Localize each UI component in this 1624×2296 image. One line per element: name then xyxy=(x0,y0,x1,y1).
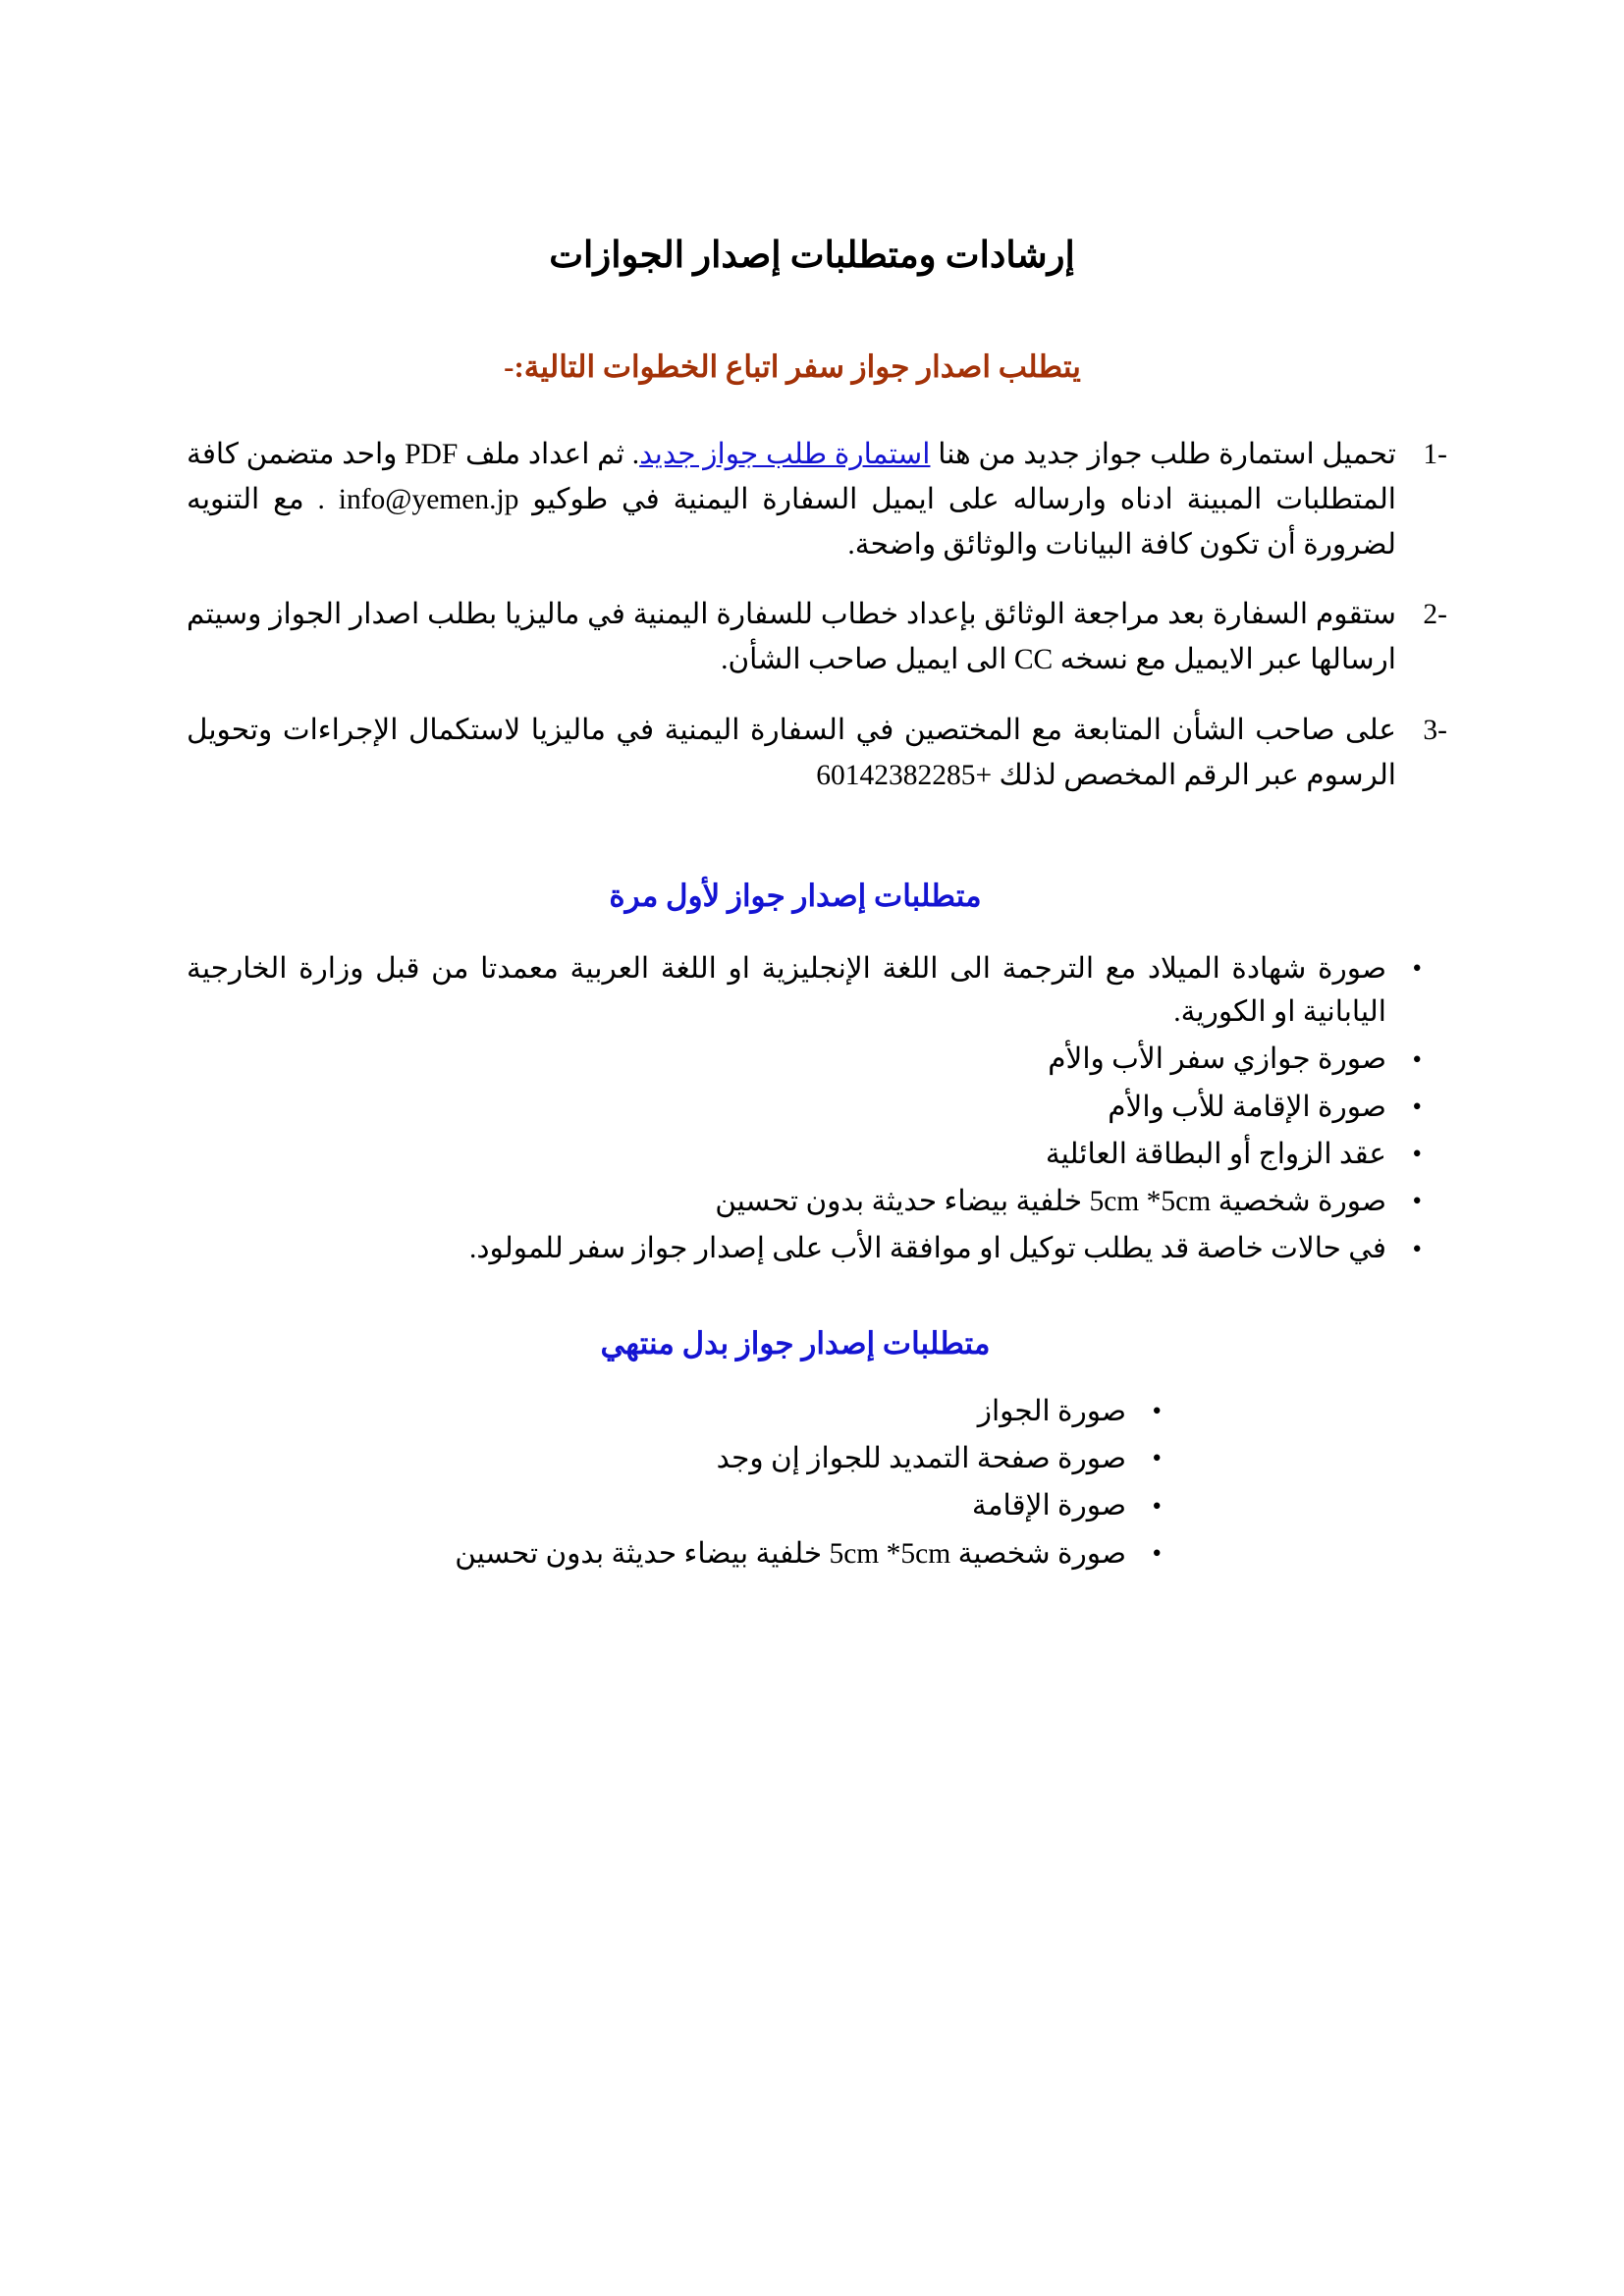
list-item xyxy=(437,1437,1187,1480)
list-item xyxy=(177,1133,1447,1176)
section-heading-replacement-passport: متطلبات إصدار جواز بدل منتهي xyxy=(600,1325,991,1361)
step-number: 3- xyxy=(1423,714,1447,746)
bullet-icon: • xyxy=(1152,1537,1162,1568)
list-item xyxy=(177,947,1447,1035)
list-item-label: صورة الإقامة xyxy=(971,1490,1126,1522)
list-item-label: صورة الإقامة للأب والأم xyxy=(1108,1091,1386,1123)
first-time-requirements-list xyxy=(177,947,1447,1271)
bullet-icon: • xyxy=(1152,1396,1162,1426)
page-title: إرشادات ومتطلبات إصدار الجوازات xyxy=(549,236,1075,276)
step-number: 2- xyxy=(1423,599,1447,631)
list-item xyxy=(177,1227,1447,1270)
step-item-3 xyxy=(177,709,1447,798)
list-item-label: صورة شخصية 5cm *5cm خلفية بيضاء حديثة بدون تحسين xyxy=(715,1186,1386,1217)
list-item xyxy=(437,1390,1187,1433)
list-item xyxy=(177,1086,1447,1129)
list-item xyxy=(437,1532,1187,1575)
list-item xyxy=(177,1180,1447,1223)
step-3-text: على صاحب الشأن المتابعة مع المختصين في السفارة اليمنية في ماليزيا لاستكمال الإجراءات وتحويل الرسوم عبر الرقم المخصص لذلك +60142382285 xyxy=(187,714,1396,791)
list-item-label: صورة شخصية 5cm *5cm خلفية بيضاء حديثة بدون تحسين xyxy=(455,1537,1126,1570)
steps-list xyxy=(177,433,1447,798)
bullet-icon: • xyxy=(1412,1233,1422,1263)
list-item-label: صورة شهادة الميلاد مع الترجمة الى اللغة الإنجليزية او اللغة العربية معمدتا من قبل وزارة الخارجية اليابانية او الكورية. xyxy=(187,952,1386,1028)
list-item xyxy=(177,1038,1447,1081)
step-item-1 xyxy=(177,433,1447,567)
list-item-label: في حالات خاصة قد يطلب توكيل او موافقة الأب على إصدار جواز سفر للمولود. xyxy=(468,1233,1386,1265)
step-1-text-after-link: . ثم اعداد ملف PDF واحد متضمن كافة المتطلبات المبينة ادناه وارساله على ايميل السفارة اليمنية في طوكيو info@yemen.jp . مع التنويه لضرورة أن تكون كافة البيانات والوثائق واضحة. xyxy=(187,439,1396,561)
bullet-icon: • xyxy=(1412,1091,1422,1121)
list-item xyxy=(437,1484,1187,1527)
bullet-icon: • xyxy=(1412,1186,1422,1216)
list-item-label: صورة الجواز xyxy=(977,1395,1126,1427)
step-number: 1- xyxy=(1423,439,1447,471)
list-item-label: صورة صفحة التمديد للجواز إن وجد xyxy=(716,1443,1126,1475)
section-heading-first-time-passport: متطلبات إصدار جواز لأول مرة xyxy=(609,879,982,914)
list-item-label: عقد الزواج أو البطاقة العائلية xyxy=(1045,1138,1386,1170)
bullet-icon: • xyxy=(1412,1139,1422,1169)
subtitle-steps-intro: يتطلب اصدار جواز سفر اتباع الخطوات التالية:- xyxy=(504,348,1081,384)
step-item-2 xyxy=(177,593,1447,682)
new-passport-application-link[interactable]: استمارة طلب جواز جديد xyxy=(639,439,931,471)
bullet-icon: • xyxy=(1152,1490,1162,1521)
step-1-text-before-link: تحميل استمارة طلب جواز جديد من هنا xyxy=(930,439,1396,471)
list-item-label: صورة جوازي سفر الأب والأم xyxy=(1048,1043,1386,1076)
bullet-icon: • xyxy=(1152,1443,1162,1473)
bullet-icon: • xyxy=(1412,1043,1422,1074)
step-2-text: ستقوم السفارة بعد مراجعة الوثائق بإعداد خطاب للسفارة اليمنية في ماليزيا بطلب اصدار الجواز وسيتم ارسالها عبر الايميل مع نسخه CC الى ايميل صاحب الشأن. xyxy=(187,599,1396,676)
replacement-requirements-list xyxy=(437,1390,1187,1575)
bullet-icon: • xyxy=(1412,953,1422,984)
